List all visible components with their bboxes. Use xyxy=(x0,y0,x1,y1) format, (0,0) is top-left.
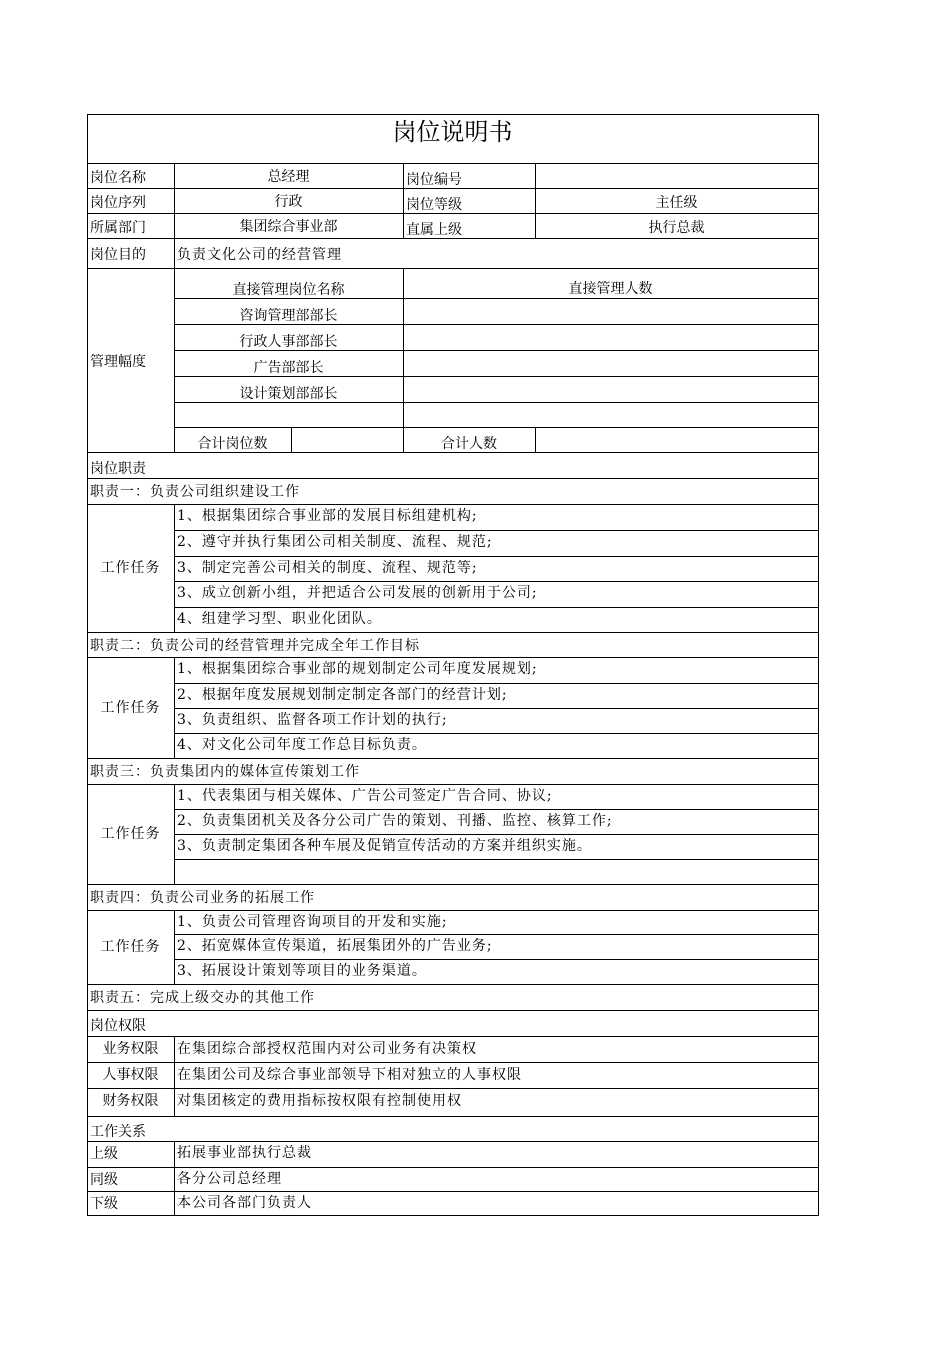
scope-count-cell xyxy=(403,350,819,377)
scope-count-cell xyxy=(403,324,819,351)
relation-label: 上级 xyxy=(90,1146,118,1162)
scope-total-people-value-cell xyxy=(535,427,819,453)
relation-value: 拓展事业部执行总裁 xyxy=(177,1145,312,1161)
series-label-2: 岗位等级 xyxy=(406,197,462,213)
relation-value: 本公司各部门负责人 xyxy=(177,1195,312,1211)
series-value: 行政 xyxy=(274,194,303,210)
name-label: 岗位名称 xyxy=(90,170,146,186)
task-text: 1、根据集团综合事业部的发展目标组建机构; xyxy=(177,508,478,524)
purpose-value: 负责文化公司的经营管理 xyxy=(177,247,342,263)
scope-total-pos-value-cell xyxy=(291,427,404,453)
duty-title: 职责四：负责公司业务的拓展工作 xyxy=(90,890,315,906)
task-text: 1、负责公司管理咨询项目的开发和实施; xyxy=(177,914,448,930)
scope-position-name: 广告部部长 xyxy=(253,360,324,376)
task-text: 2、根据年度发展规划制定制定各部门的经营计划; xyxy=(177,687,508,703)
dept-label-2: 直属上级 xyxy=(406,222,462,238)
task-text: 2、遵守并执行集团公司相关制度、流程、规范; xyxy=(177,534,493,550)
scope-col-position: 直接管理岗位名称 xyxy=(232,282,345,298)
relations-heading: 工作关系 xyxy=(90,1124,146,1140)
scope-col-count: 直接管理人数 xyxy=(568,281,653,297)
scope-count-cell xyxy=(403,402,819,428)
authority-label: 人事权限 xyxy=(102,1067,159,1083)
relation-value: 各分公司总经理 xyxy=(177,1171,282,1187)
scope-total-positions-label: 合计岗位数 xyxy=(197,436,268,452)
authority-label: 业务权限 xyxy=(102,1041,159,1057)
name-label-2: 岗位编号 xyxy=(406,172,462,188)
task-text: 4、组建学习型、职业化团队。 xyxy=(177,611,382,627)
task-label: 工作任务 xyxy=(100,560,161,576)
series-value-2: 主任级 xyxy=(655,195,698,211)
task-label: 工作任务 xyxy=(100,699,161,716)
task-text xyxy=(177,863,818,881)
dept-value: 集团综合事业部 xyxy=(239,219,338,235)
task-label: 工作任务 xyxy=(100,939,161,955)
dept-label: 所属部门 xyxy=(90,220,146,236)
duty-title: 职责一：负责公司组织建设工作 xyxy=(90,484,300,500)
task-text: 3、成立创新小组，并把适合公司发展的创新用于公司; xyxy=(177,585,538,601)
scope-count-cell xyxy=(403,376,819,403)
duties-heading: 岗位职责 xyxy=(90,461,146,477)
task-text: 2、拓宽媒体宣传渠道，拓展集团外的广告业务; xyxy=(177,938,493,954)
task-text: 1、根据集团综合事业部的规划制定公司年度发展规划; xyxy=(177,661,538,677)
authority-label: 财务权限 xyxy=(102,1093,159,1109)
scope-label: 管理幅度 xyxy=(90,354,146,370)
task-text: 3、负责制定集团各种车展及促销宣传活动的方案并组织实施。 xyxy=(177,838,592,854)
duty-title: 职责二：负责公司的经营管理并完成全年工作目标 xyxy=(90,638,420,654)
series-label: 岗位序列 xyxy=(90,195,146,211)
authority-value: 在集团综合部授权范围内对公司业务有决策权 xyxy=(177,1041,477,1057)
scope-position-name: 咨询管理部部长 xyxy=(239,308,338,324)
duty-title: 职责三：负责集团内的媒体宣传策划工作 xyxy=(90,764,360,780)
name-value: 总经理 xyxy=(267,169,310,185)
dept-value-2: 执行总裁 xyxy=(648,220,705,236)
scope-count-cell xyxy=(403,298,819,325)
purpose-label: 岗位目的 xyxy=(90,247,146,263)
scope-position-name: 设计策划部部长 xyxy=(239,386,338,402)
scope-total-people-label: 合计人数 xyxy=(441,436,497,452)
authority-heading: 岗位权限 xyxy=(90,1018,146,1034)
name-value-2 xyxy=(535,170,818,188)
scope-position-name: 行政人事部部长 xyxy=(239,334,338,350)
task-label: 工作任务 xyxy=(100,826,161,842)
task-text: 3、负责组织、监督各项工作计划的执行; xyxy=(177,712,448,728)
task-text: 3、制定完善公司相关的制度、流程、规范等; xyxy=(177,560,478,576)
relation-label: 同级 xyxy=(90,1172,118,1188)
authority-value: 对集团核定的费用指标按权限有控制使用权 xyxy=(177,1093,462,1109)
task-text: 1、代表集团与相关媒体、广告公司签定广告合同、协议; xyxy=(177,788,553,804)
task-text: 2、负责集团机关及各分公司广告的策划、刊播、监控、核算工作; xyxy=(177,813,613,829)
authority-value: 在集团公司及综合事业部领导下相对独立的人事权限 xyxy=(177,1067,522,1083)
duty-title: 职责五：完成上级交办的其他工作 xyxy=(90,990,315,1006)
task-text: 4、对文化公司年度工作总目标负责。 xyxy=(177,737,427,753)
relation-label: 下级 xyxy=(90,1196,118,1212)
task-text: 3、拓展设计策划等项目的业务渠道。 xyxy=(177,963,427,979)
page-title: 岗位说明书 xyxy=(392,118,513,146)
